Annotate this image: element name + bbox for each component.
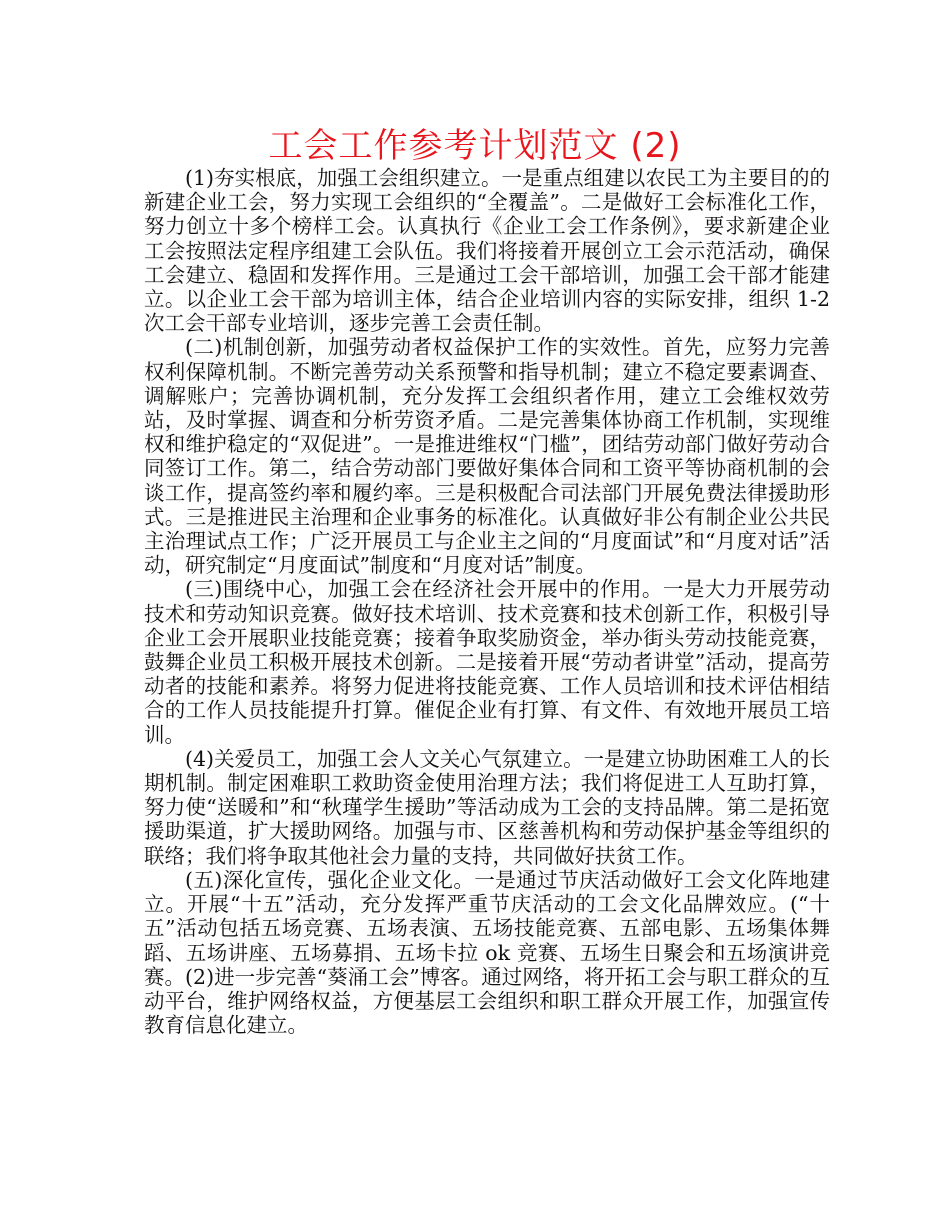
document-body: [144, 166, 830, 1037]
paragraph-4: (4)关爱员工，加强工会人文关心气氛建立。一是建立协助困难工人的长期机制。制定困难职工救助资金使用治理方法；我们将促进工人互助打算，努力使“送暖和”和“秋瑾学生援助”等活动成为工会的支持品牌。第二是拓宽援助渠道，扩大援助网络。加强与市、区慈善机构和劳动保护基金等组织的联络；我们将争取其他社会力量的支持，共同做好扶贫工作。: [144, 746, 830, 868]
paragraph-3: (三)围绕中心，加强工会在经济社会开展中的作用。一是大力开展劳动技术和劳动知识竞赛。做好技术培训、技术竞赛和技术创新工作，积极引导企业工会开展职业技能竞赛；接着争取奖励资金，举办街头劳动技能竞赛，鼓舞企业员工积极开展技术创新。二是接着开展“劳动者讲堂”活动，提高劳动者的技能和素养。将努力促进将技能竞赛、工作人员培训和技术评估相结合的工作人员技能提升打算。催促企业有打算、有文件、有效地开展员工培训。: [144, 577, 830, 747]
paragraph-1: (1)夯实根底，加强工会组织建立。一是重点组建以农民工为主要目的的新建企业工会，努力实现工会组织的“全覆盖”。二是做好工会标准化工作，努力创立十多个榜样工会。认真执行《企业工会工作条例》，要求新建企业工会按照法定程序组建工会队伍。我们将接着开展创立工会示范活动，确保工会建立、稳固和发挥作用。三是通过工会干部培训，加强工会干部才能建立。以企业工会干部为培训主体，结合企业培训内容的实际安排，组织 1-2 次工会干部专业培训，逐步完善工会责任制。: [144, 166, 830, 336]
document-title: 工会工作参考计划范文 (2): [268, 126, 682, 166]
paragraph-5: (五)深化宣传，强化企业文化。一是通过节庆活动做好工会文化阵地建立。开展“十五”活动，充分发挥严重节庆活动的工会文化品牌效应。(“十五”活动包括五场竞赛、五场表演、五场技能竞赛、五部电影、五场集体舞蹈、五场讲座、五场募捐、五场卡拉 ok 竞赛、五场生日聚会和五场演讲竞赛。(2)进一步完善“葵涌工会”博客。通过网络，将开拓工会与职工群众的互动平台，维护网络权益，方便基层工会组织和职工群众开展工作，加强宣传教育信息化建立。: [144, 867, 830, 1038]
paragraph-2: (二)机制创新，加强劳动者权益保护工作的实效性。首先，应努力完善权利保障机制。不断完善劳动关系预警和指导机制；建立不稳定要素调查、调解账户；完善协调机制，充分发挥工会组织者作用，建立工会维权效劳站，及时掌握、调查和分析劳资矛盾。二是完善集体协商工作机制，实现维权和维护稳定的“双促进”。一是推进维权“门槛”，团结劳动部门做好劳动合同签订工作。第二，结合劳动部门要做好集体合同和工资平等协商机制的会谈工作，提高签约率和履约率。三是积极配合司法部门开展免费法律援助形式。三是推进民主治理和企业事务的标准化。认真做好非公有制企业公共民主治理试点工作；广泛开展员工与企业主之间的“月度面试”和“月度对话”活动，研究制定“月度面试”制度和“月度对话”制度。: [144, 335, 830, 578]
